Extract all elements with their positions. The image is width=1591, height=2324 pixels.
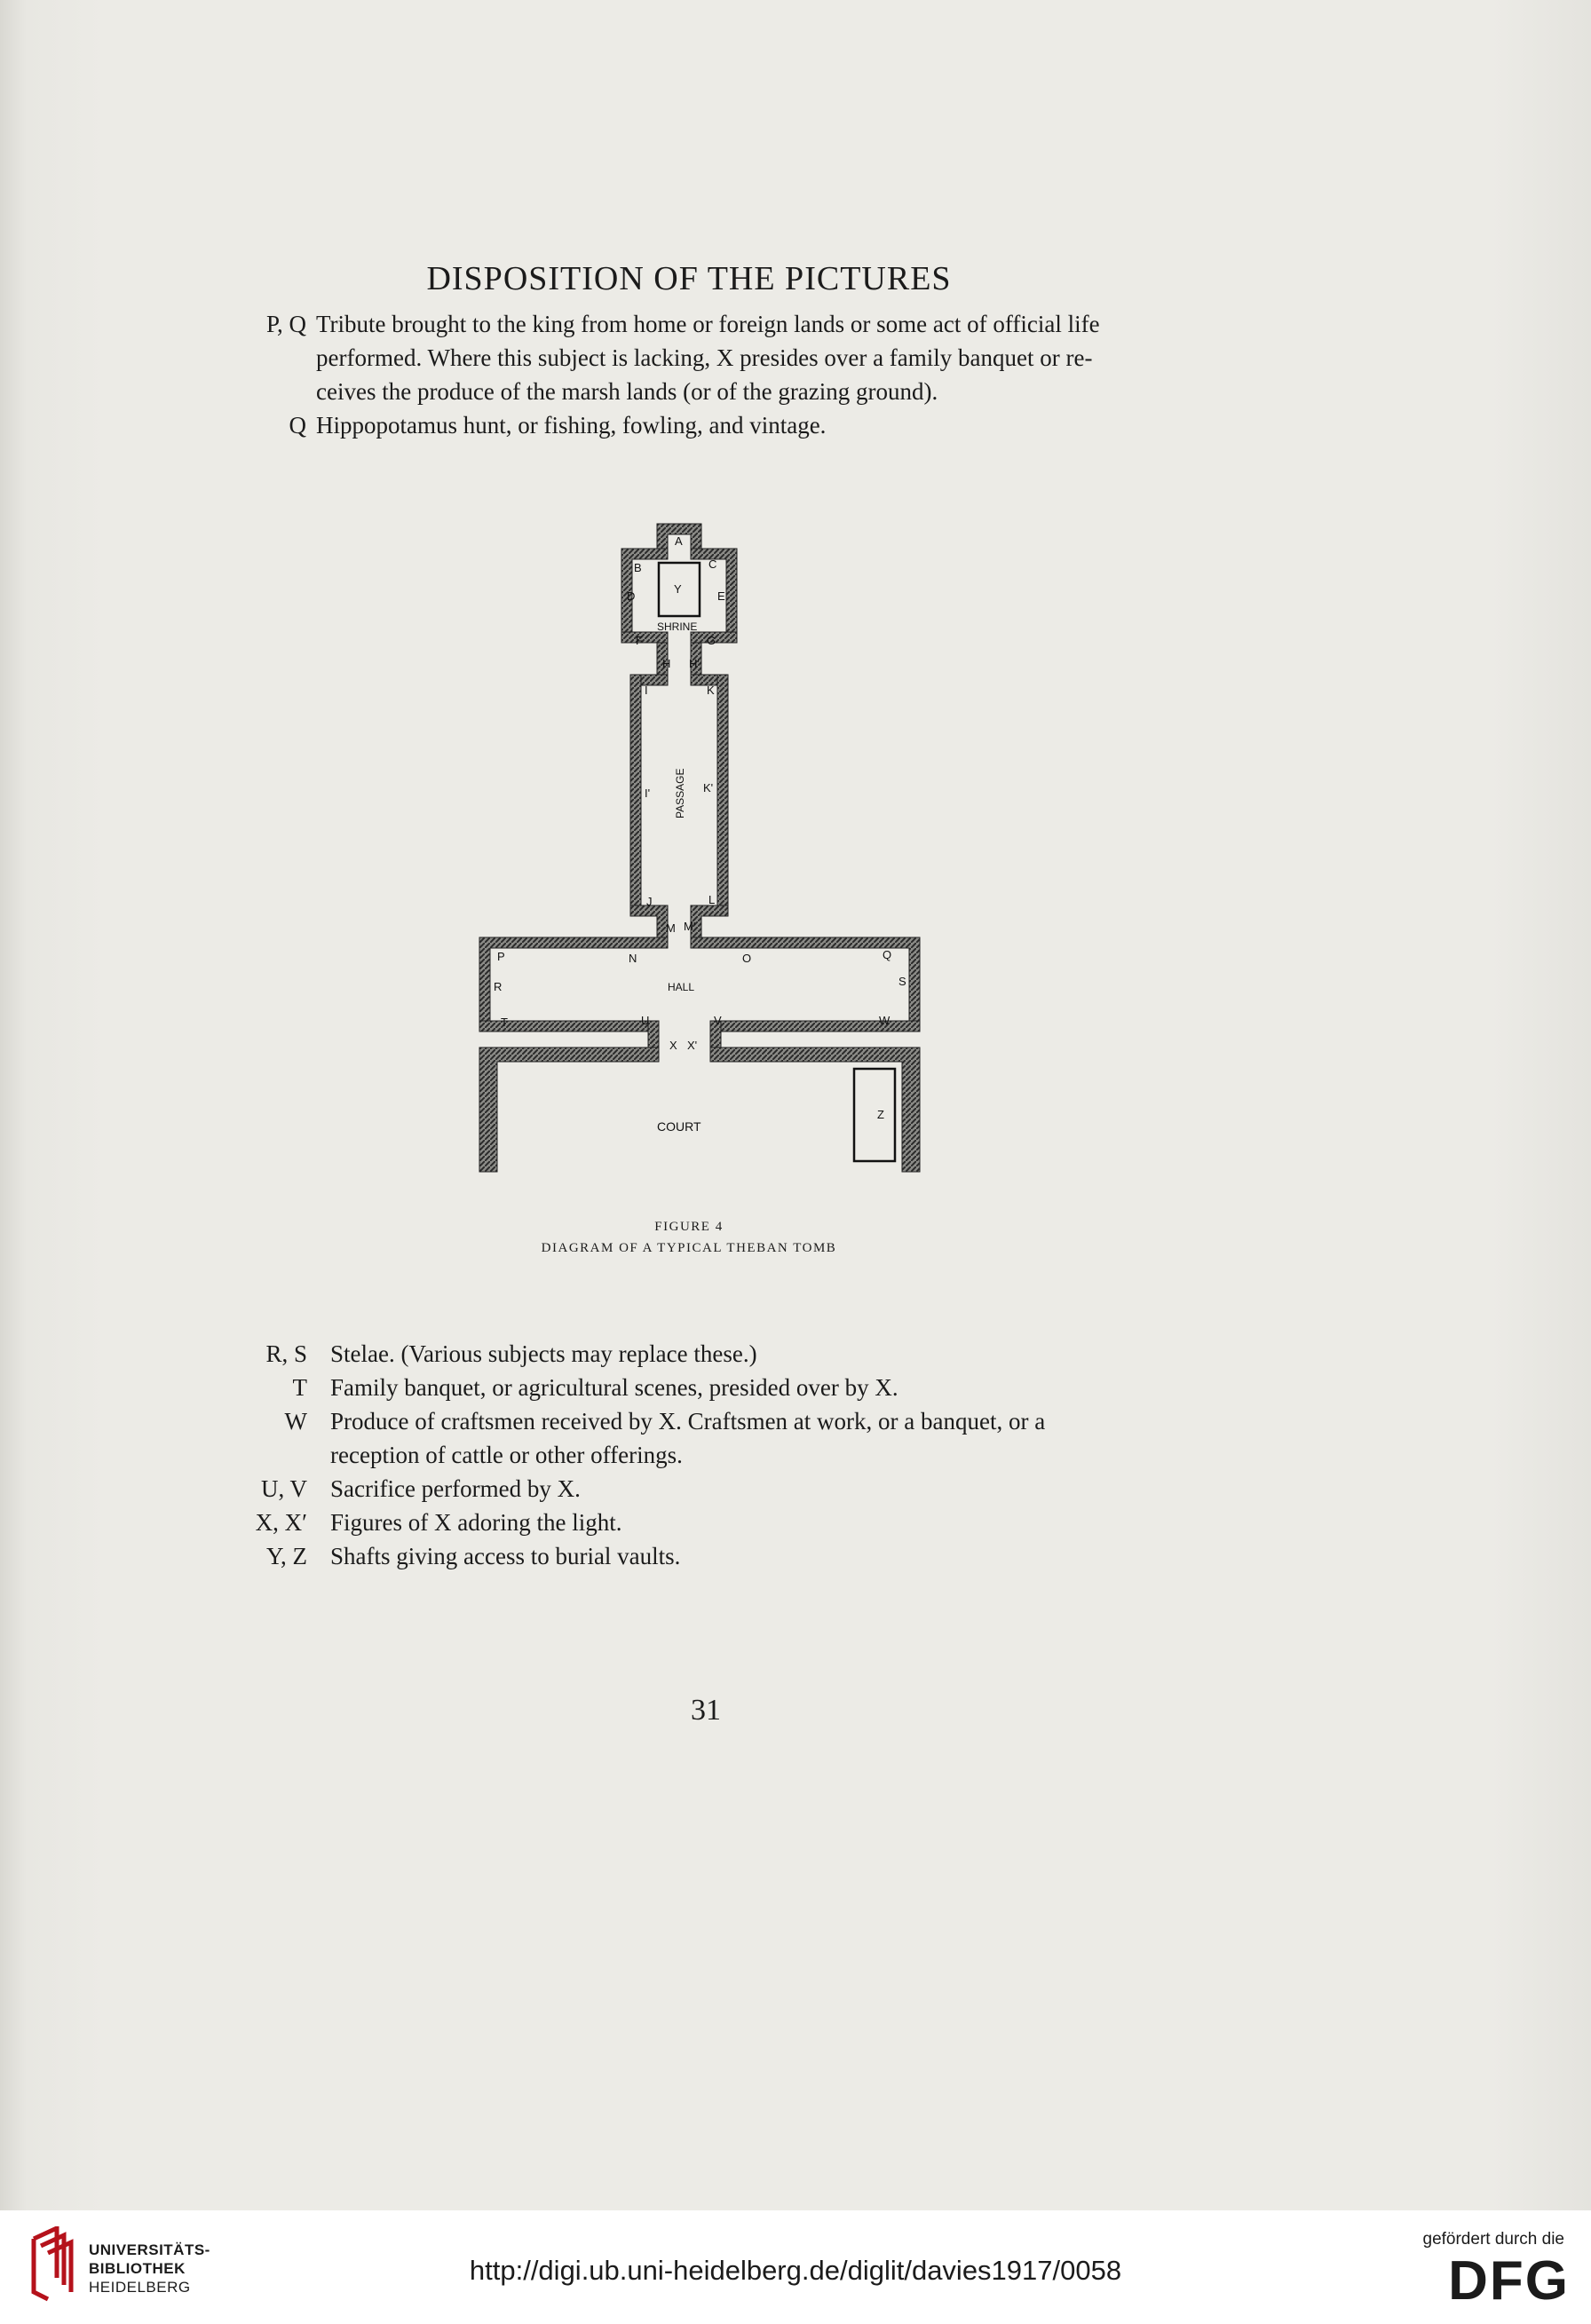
- label-f: F: [636, 634, 643, 647]
- label-l: L: [708, 893, 716, 906]
- page-number: 31: [691, 1694, 721, 1727]
- figure-caption: [0, 1216, 1378, 1259]
- page-title: DISPOSITION OF THE PICTURES: [426, 260, 952, 297]
- entry-line: performed. Where this subject is lacking, X presides over a family banquet or re-: [316, 344, 1093, 371]
- entry-key: W: [284, 1408, 307, 1435]
- figure-title: DIAGRAM OF A TYPICAL THEBAN TOMB: [541, 1241, 837, 1255]
- label-a: A: [675, 534, 683, 548]
- label-c: C: [708, 557, 717, 571]
- label-y: Y: [674, 582, 682, 596]
- entry-key: U, V: [260, 1475, 307, 1502]
- label-g: G: [707, 634, 716, 647]
- label-w: W: [879, 1014, 890, 1027]
- entry-line: Hippopotamus hunt, or fishing, fowling, and vintage.: [316, 412, 827, 439]
- entry-line: Tribute brought to the king from home or foreign lands or some act of official life: [316, 311, 1100, 337]
- funding-note: gefördert durch die: [1422, 2230, 1564, 2249]
- library-line-2: BIBLIOTHEK: [89, 2260, 186, 2277]
- label-s: S: [898, 975, 906, 988]
- plan-labels: [494, 534, 906, 1134]
- label-k: K: [707, 684, 715, 697]
- label-i: I: [645, 684, 648, 697]
- entry-line: reception of cattle or other offerings.: [330, 1442, 683, 1468]
- label-m: M: [666, 921, 676, 935]
- entry-key: X, X′: [255, 1509, 307, 1536]
- label-v: V: [714, 1014, 722, 1027]
- label-t: T: [501, 1016, 508, 1029]
- label-j: J: [646, 895, 653, 908]
- viewer-footer: [0, 2210, 1591, 2324]
- label-b: B: [634, 561, 642, 574]
- label-h-prime: H': [689, 657, 700, 670]
- label-p: P: [497, 950, 505, 963]
- label-k-prime: K': [703, 781, 714, 794]
- label-u: U: [641, 1014, 650, 1027]
- entry-line: Shafts giving access to burial vaults.: [330, 1543, 681, 1569]
- label-r: R: [494, 980, 503, 993]
- entry-key: R, S: [265, 1340, 307, 1367]
- label-o: O: [742, 952, 752, 965]
- entry-line: Figures of X adoring the light.: [330, 1509, 622, 1536]
- entry-key: Q: [289, 412, 306, 439]
- label-n: N: [629, 952, 637, 965]
- label-x-prime: X': [687, 1039, 698, 1052]
- figure-number: FIGURE 4: [654, 1220, 724, 1234]
- label-e: E: [717, 589, 725, 603]
- label-h: H: [662, 657, 671, 670]
- label-d: D: [627, 589, 636, 603]
- library-line-1: UNIVERSITÄTS-: [89, 2241, 210, 2258]
- label-q: Q: [883, 948, 892, 961]
- dfg-logo[interactable]: DFG: [1448, 2250, 1570, 2312]
- entry-key: Y, Z: [265, 1543, 307, 1569]
- label-hall: HALL: [668, 981, 695, 993]
- label-shrine: SHRINE: [657, 621, 698, 633]
- entry-line: Produce of craftsmen received by X. Craftsmen at work, or a banquet, or a: [330, 1408, 1046, 1435]
- permalink-url[interactable]: http://digi.ub.uni-heidelberg.de/diglit/davies1917/0058: [469, 2255, 1122, 2286]
- entry-line: ceives the produce of the marsh lands (or of the grazing ground).: [316, 378, 938, 405]
- label-passage: PASSAGE: [674, 768, 686, 818]
- label-court: COURT: [657, 1119, 701, 1134]
- shaft-z: [854, 1069, 895, 1161]
- entry-key: P, Q: [265, 311, 306, 337]
- library-line-3: HEIDELBERG: [89, 2279, 191, 2296]
- label-z: Z: [877, 1108, 884, 1121]
- entry-line: Stelae. (Various subjects may replace these.): [330, 1340, 757, 1367]
- label-x: X: [669, 1039, 677, 1052]
- entry-key: T: [292, 1374, 307, 1401]
- label-i-prime: I': [645, 787, 651, 800]
- entry-line: Family banquet, or agricultural scenes, presided over by X.: [330, 1374, 898, 1401]
- label-m-prime: M': [684, 920, 696, 933]
- entry-line: Sacrifice performed by X.: [330, 1475, 581, 1502]
